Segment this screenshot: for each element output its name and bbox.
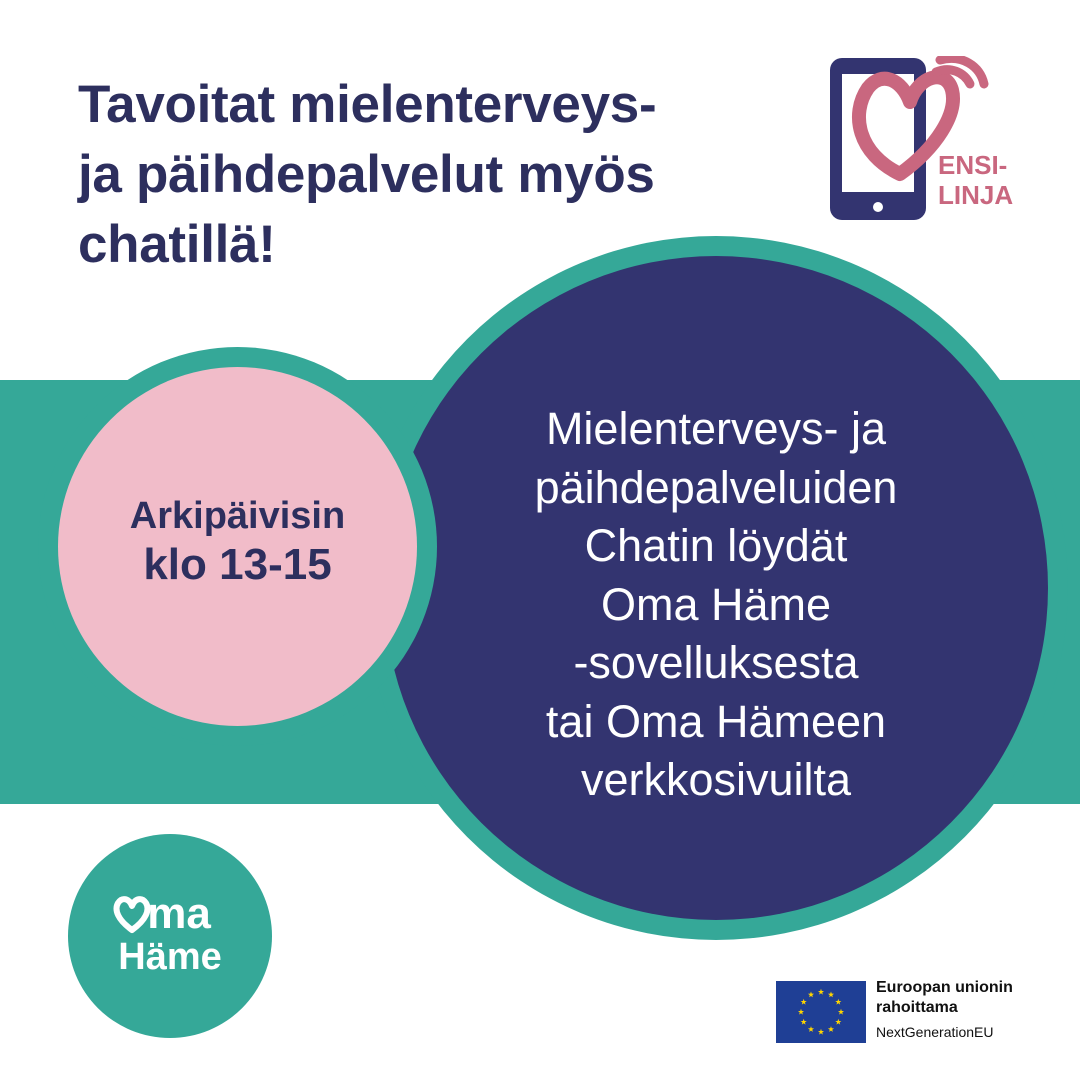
ensilinja-line1: ENSI- (938, 150, 1008, 180)
eu-line2: rahoittama (876, 999, 958, 1016)
info-line: Mielenterveys- ja (545, 403, 887, 454)
info-line: Chatin löydät (584, 520, 848, 571)
info-text (466, 400, 966, 810)
info-line: tai Oma Hämeen (545, 695, 887, 747)
headline-line: chatillä! (78, 215, 276, 274)
info-line: -sovelluksesta (573, 637, 859, 688)
eu-line3: NextGenerationEU (876, 1024, 994, 1040)
eu-line1: Euroopan unionin (876, 979, 1013, 996)
oma-logo-line1: ma (147, 889, 211, 938)
info-line: päihdepalveluiden (534, 461, 898, 513)
info-line: verkkosivuilta (580, 754, 852, 805)
headline-line: Tavoitat mielenterveys- (78, 75, 657, 134)
hours-circle (58, 367, 417, 726)
hours-label: Arkipäivisin (129, 494, 346, 537)
headline-line: ja päihdepalvelut myös (78, 145, 655, 204)
oma-logo-line2: Häme (118, 936, 222, 978)
eu-flag-icon (776, 981, 866, 1043)
oma-hame-logo (68, 834, 272, 1038)
ensilinja-logo (828, 56, 1030, 224)
hours-time: klo 13-15 (143, 539, 332, 589)
ensilinja-line2: LINJA (938, 180, 1014, 210)
info-line: Oma Häme (600, 578, 832, 630)
eu-funding-text (876, 978, 1013, 1042)
